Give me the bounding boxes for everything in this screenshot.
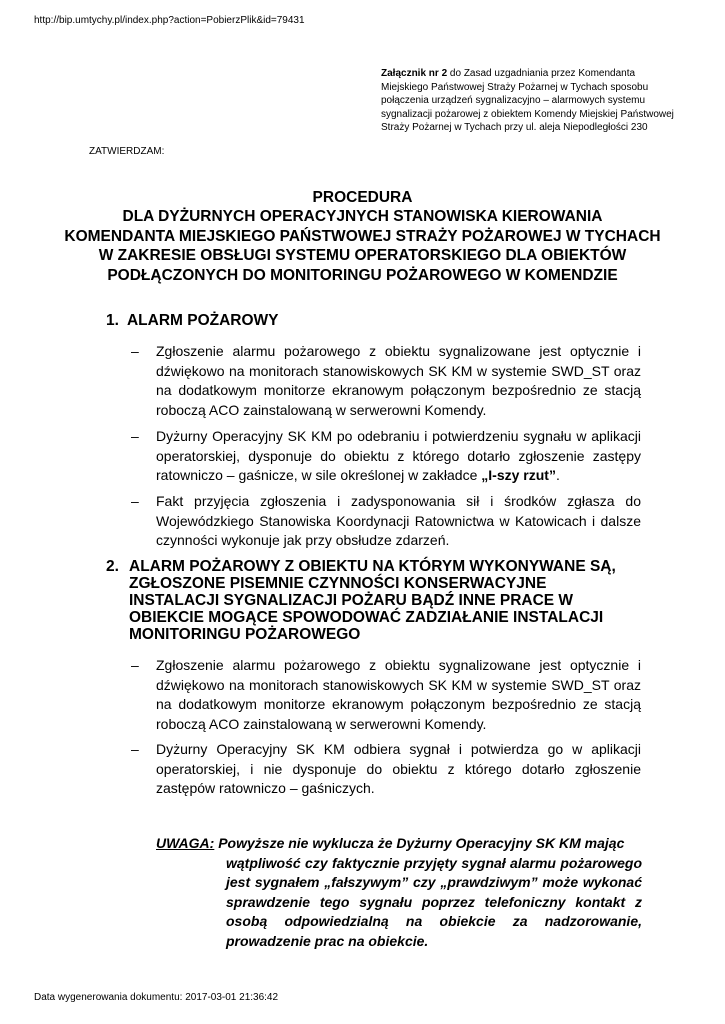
title-line-2: DLA DYŻURNYCH OPERACYJNYCH STANOWISKA KIEROWANIA bbox=[122, 208, 603, 226]
attachment-text: do Zasad uzgadniania przez Komendanta Miejskiego Państwowej Straży Pożarnej w Tychach sposobu połączenia urządzeń sygnalizacyjno – alarmowych systemu sygnalizacji pożarowej z obiektem Komendy Miejskiej Państwowej Straży Pożarnej w Tychach przy ul. aleja Niepodległości 230 bbox=[381, 68, 674, 134]
note-line-1: Powyższe nie wyklucza że Dyżurny Operacyjny SK KM mając bbox=[214, 835, 625, 851]
item-text: Dyżurny Operacyjny SK KM odbiera sygnał i potwierdza go w aplikacji operatorskiej, i nie dysponuje do obiektu z którego dotarło zgłoszenie zastępów ratowniczo – gaśniczych. bbox=[156, 741, 641, 796]
section-2-number: 2. bbox=[106, 558, 119, 575]
note-body: wątpliwość czy faktycznie przyjęty sygnał alarmu pożarowego jest sygnałem „fałszywym” czy „prawdziwym” może wykonać sprawdzenie tego sygnału poprzez telefoniczny kontakt z osobą odpowiedzialną na obiekcie za nadzorowanie, prowadzenie prac na obiekcie. bbox=[226, 854, 642, 949]
title-line-4: W ZAKRESIE OBSŁUGI SYSTEMU OPERATORSKIEGO DLA OBIEKTÓW bbox=[98, 247, 627, 265]
item-text: Zgłoszenie alarmu pożarowego z obiektu sygnalizowane jest optycznie i dźwiękowo na monitorach stanowiskowych SK KM w systemie SWD_ST oraz na dodatkowym monitorze ekranowym połączonym bezpośrednio ze stacją roboczą ACO zainstalowaną w serwerowni Komendy. bbox=[156, 343, 641, 418]
section-1-number: 1. bbox=[106, 312, 119, 329]
title-line-5: PODŁĄCZONYCH DO MONITORINGU POŻAROWEGO W KOMENDZIE bbox=[107, 266, 618, 284]
section-2-item-2 bbox=[131, 740, 641, 799]
title-line-1: PROCEDURA bbox=[312, 189, 413, 206]
item-text: Zgłoszenie alarmu pożarowego z obiektu sygnalizowane jest optycznie i dźwiękowo na monitorach stanowiskowych SK KM w systemie SWD_ST oraz na dodatkowym monitorze ekranowym połączonym bezpośrednio ze stacją roboczą ACO zainstalowaną w serwerowni Komendy. bbox=[156, 657, 641, 732]
generation-date: Data wygenerowania dokumentu: 2017-03-01 21:36:42 bbox=[34, 992, 279, 1003]
section-2-heading bbox=[106, 558, 626, 643]
section-1-heading bbox=[106, 312, 279, 330]
bullet-dash: – bbox=[131, 657, 139, 673]
section-1-item-3 bbox=[131, 492, 641, 551]
approve-label: ZATWIERDZAM: bbox=[89, 146, 165, 157]
bullet-dash: – bbox=[131, 428, 139, 444]
item-text bbox=[156, 427, 641, 486]
item-text-suffix: . bbox=[555, 467, 560, 483]
item-text: Fakt przyjęcia zgłoszenia i zadysponowania sił i środków zgłasza do Wojewódzkiego Stanowiska Koordynacji Ratownictwa w Katowicach i dalsze czynności wykonuje jak przy obsłudze zdarzeń. bbox=[156, 493, 641, 548]
warning-note bbox=[156, 834, 642, 951]
note-first-line bbox=[156, 834, 642, 854]
source-url: http://bip.umtychy.pl/index.php?action=PobierzPlik&id=79431 bbox=[34, 15, 305, 26]
attachment-note bbox=[381, 67, 681, 135]
bullet-dash: – bbox=[131, 343, 139, 359]
attachment-label: Załącznik nr 2 bbox=[381, 68, 448, 79]
note-label: UWAGA: bbox=[156, 835, 215, 851]
section-1-item-2 bbox=[131, 427, 641, 486]
section-1-title: ALARM POŻAROWY bbox=[126, 312, 279, 329]
section-2-title: ALARM POŻAROWY Z OBIEKTU NA KTÓRYM WYKONYWANE SĄ, ZGŁOSZONE PISEMNIE CZYNNOŚCI KONSERWACYJNE INSTALACJI SYGNALIZACJI POŻARU BĄDŹ INNE PRACE W OBIEKCIE MOGĄCE SPOWODOWAĆ ZADZIAŁANIE INSTALACJI MONITORINGU POŻAROWEGO bbox=[129, 558, 616, 643]
item-text-main: Dyżurny Operacyjny SK KM po odebraniu i potwierdzeniu sygnału w aplikacji operatorskiej, dysponuje do obiektu z którego dotarło zgłoszenie zastępy ratowniczo – gaśnicze, w sile określonej w zakładce bbox=[156, 428, 641, 483]
title-line-3: KOMENDANTA MIEJSKIEGO PAŃSTWOWEJ STRAŻY POŻAROWEJ W TYCHACH bbox=[64, 227, 661, 245]
bullet-dash: – bbox=[131, 741, 139, 757]
document-title bbox=[60, 188, 665, 285]
bullet-dash: – bbox=[131, 493, 139, 509]
section-1-item-1 bbox=[131, 342, 641, 420]
section-2-item-1 bbox=[131, 656, 641, 734]
item-text-bold: „I-szy rzut” bbox=[481, 467, 556, 483]
